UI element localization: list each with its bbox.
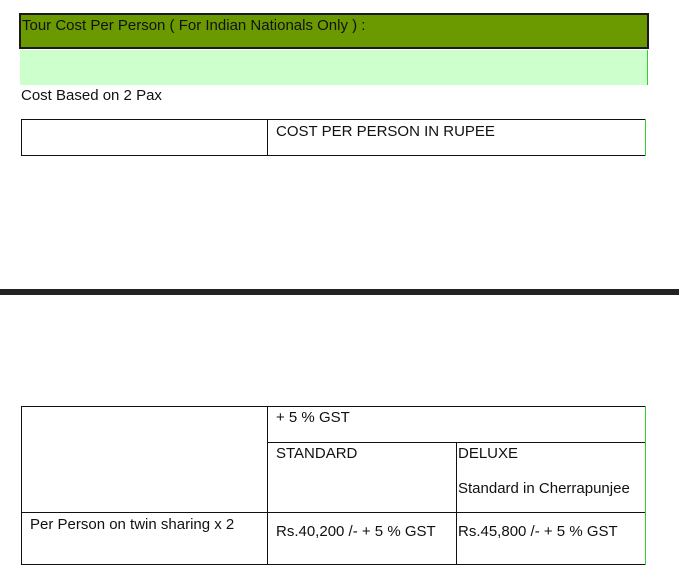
deluxe-price: Rs.45,800 /- + 5 % GST [458,523,618,540]
bottom-cost-table [0,400,679,577]
top-cost-table [0,0,679,160]
top-table-mid-border [267,119,268,156]
top-table-left-border [21,119,22,156]
deluxe-note: Standard in Cherrapunjee [458,480,630,497]
deluxe-category-label: DELUXE [458,445,519,462]
page-break-divider [0,289,679,295]
top-table-top-border [21,119,646,120]
top-table-right-border [645,119,646,156]
cost-per-person-header: COST PER PERSON IN RUPEE [276,123,495,140]
twin-sharing-row-label: Per Person on twin sharing x 2 [30,516,235,533]
gst-note: + 5 % GST [276,409,350,426]
top-table-bottom-border [21,155,646,156]
price-row-border [21,512,646,513]
bottom-table-mid-border [267,406,268,565]
category-divider-border [456,442,457,565]
bottom-table-top-border [21,406,646,407]
standard-category-label: STANDARD [276,445,358,462]
bottom-table-right-border [645,406,646,565]
standard-price: Rs.40,200 /- + 5 % GST [276,523,436,540]
tour-cost-title: Tour Cost Per Person ( For Indian Nationals Only ) : [22,17,366,34]
bottom-table-left-border [21,406,22,565]
pax-basis-label: Cost Based on 2 Pax [21,87,162,104]
bottom-table-bottom-border [21,564,646,565]
